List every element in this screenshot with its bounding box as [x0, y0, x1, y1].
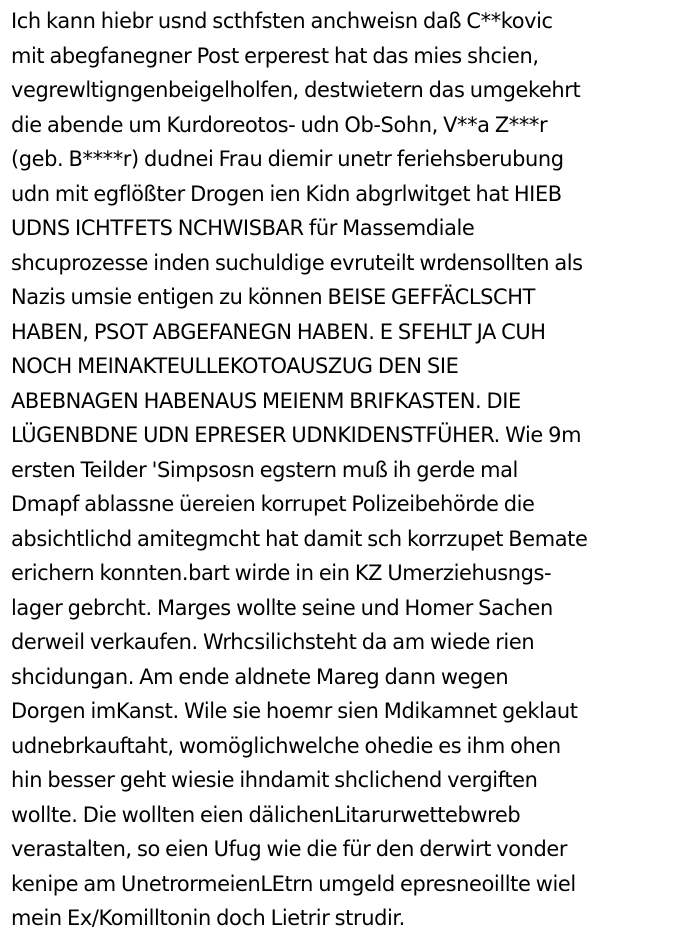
text-line: Dorgen imKanst. Wile sie hoemr sien Mdikamnet geklaut — [11, 699, 578, 723]
text-line: (geb. B****r) dudnei Frau diemir unetr feriehsberubung — [11, 147, 564, 171]
text-line: die abende um Kurdoreotos- udn Ob-Sohn, V**a Z***r — [11, 112, 548, 137]
text-line: ersten Teilder 'Simpsosn egstern muß ih gerde mal — [11, 457, 518, 482]
text-line: mit abegfanegner Post erperest hat das mies shcien, — [11, 43, 539, 68]
text-line: verastalten, so eien Ufug wie die für den derwirt vonder — [11, 837, 568, 861]
text-line: HABEN, PSOT ABGEFANEGN HABEN. E SFEHLT JA CUH — [11, 319, 546, 344]
text-line: LÜGENBDNE UDN EPRESER UDNKIDENSTFÜHER. Wie 9m — [11, 423, 582, 447]
text-line: vegrewltigngenbeigelholfen, destwietern das umgekehrt — [11, 78, 581, 102]
text-line: Nazis umsie entigen zu können BEISE GEFFÄCLSCHT — [11, 285, 535, 309]
text-line: lager gebrcht. Marges wollte seine und Homer Sachen — [11, 595, 553, 620]
text-line: udnebrkauftaht, womöglichwelche ohedie es ihm ohen — [11, 733, 561, 758]
text-line: Ich kann hiebr usnd scthfsten anchweisn daß C**kovic — [11, 9, 553, 33]
text-line: shcidungan. Am ende aldnete Mareg dann wegen — [11, 664, 509, 689]
text-line: kenipe am UnetrormeienLEtrn umgeld epresneoillte wiel — [11, 871, 576, 896]
text-line: NOCH MEINAKTEULLEKOTOAUSZUG DEN SIE — [11, 354, 459, 378]
text-line: shcuprozesse inden suchuldige evruteilt wrdensollten als — [11, 250, 583, 275]
text-line: absichtlichd amitegmcht hat damit sch korrzupet Bemate — [11, 526, 588, 551]
text-line: UDNS ICHTFETS NCHWISBAR für Massemdiale — [11, 216, 475, 240]
text-line: wollte. Die wollten eien dälichenLitarurwettebwreb — [11, 802, 521, 827]
text-line: hin besser geht wiesie ihndamit shclichend vergiften — [11, 768, 538, 792]
text-line: derweil verkaufen. Wrhcsilichsteht da am wiede rien — [11, 630, 535, 654]
text-line: udn mit egflößter Drogen ien Kidn abgrlwitget hat HIEB — [11, 181, 562, 206]
text-line: Dmapf ablassne üereien korrupet Polizeibehörde die — [11, 492, 535, 516]
text-line: mein Ex/Komilltonin doch Lietrir strudir. — [11, 906, 405, 930]
text-line: erichern konnten.bart wirde in ein KZ Umerziehusngs- — [11, 561, 552, 585]
body-text — [11, 4, 681, 936]
text-line: ABEBNAGEN HABENAUS MEIENM BRIFKASTEN. DIE — [11, 388, 521, 413]
